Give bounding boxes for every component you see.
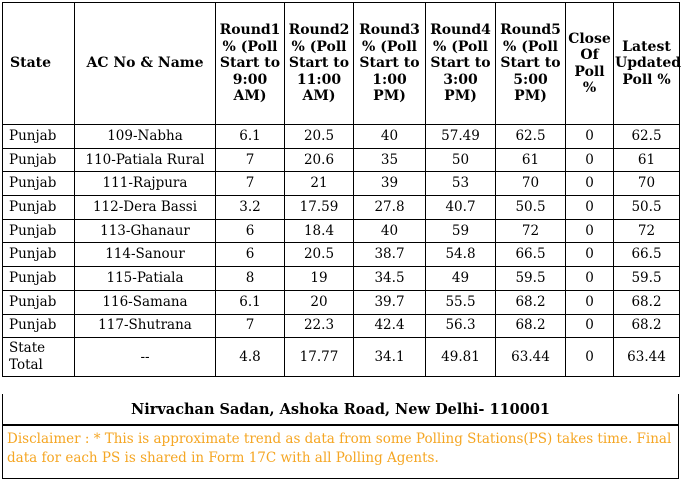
header-round4: Round4 % (Poll Start to 3:00 PM) — [426, 3, 496, 125]
cell-latest: 68.2 — [614, 314, 680, 338]
cell-round2: 22.3 — [285, 314, 354, 338]
cell-close: 0 — [566, 219, 614, 243]
cell-round3: 39.7 — [354, 290, 426, 314]
cell-latest: 59.5 — [614, 267, 680, 291]
cell-round1: 3.2 — [216, 196, 285, 220]
cell-round2: 20.5 — [285, 243, 354, 267]
table-row — [3, 290, 680, 314]
cell-ac: 114-Sanour — [75, 243, 216, 267]
cell-close: 0 — [566, 125, 614, 149]
cell-round2: 20.5 — [285, 125, 354, 149]
cell-latest: 66.5 — [614, 243, 680, 267]
poll-table — [2, 2, 680, 377]
cell-ac: -- — [75, 338, 216, 377]
cell-ac: 116-Samana — [75, 290, 216, 314]
cell-round5: 72 — [496, 219, 566, 243]
cell-state: Punjab — [3, 196, 75, 220]
cell-round3: 40 — [354, 219, 426, 243]
cell-state: Punjab — [3, 243, 75, 267]
header-latest: Latest Updated Poll % — [614, 3, 680, 125]
cell-round1: 6.1 — [216, 125, 285, 149]
cell-round4: 49.81 — [426, 338, 496, 377]
cell-close: 0 — [566, 267, 614, 291]
cell-latest: 62.5 — [614, 125, 680, 149]
cell-round4: 56.3 — [426, 314, 496, 338]
cell-round3: 34.5 — [354, 267, 426, 291]
table-body — [3, 125, 680, 377]
header-close: Close Of Poll % — [566, 3, 614, 125]
cell-round1: 4.8 — [216, 338, 285, 377]
cell-round1: 7 — [216, 314, 285, 338]
cell-ac: 112-Dera Bassi — [75, 196, 216, 220]
cell-ac: 109-Nabha — [75, 125, 216, 149]
cell-close: 0 — [566, 172, 614, 196]
cell-round3: 42.4 — [354, 314, 426, 338]
cell-state: State Total — [3, 338, 75, 377]
cell-round2: 20.6 — [285, 148, 354, 172]
header-round3: Round3 % (Poll Start to 1:00 PM) — [354, 3, 426, 125]
cell-round4: 59 — [426, 219, 496, 243]
table-row — [3, 314, 680, 338]
cell-ac: 117-Shutrana — [75, 314, 216, 338]
cell-round4: 55.5 — [426, 290, 496, 314]
disclaimer-text: Disclaimer : * This is approximate trend as data from some Polling Stations(PS) takes time. Final data for each PS is shared in Form 17C with all Polling Agents. — [2, 425, 679, 479]
cell-latest: 68.2 — [614, 290, 680, 314]
table-row — [3, 219, 680, 243]
cell-round3: 38.7 — [354, 243, 426, 267]
header-round1: Round1 % (Poll Start to 9:00 AM) — [216, 3, 285, 125]
cell-close: 0 — [566, 314, 614, 338]
header-round2: Round2 % (Poll Start to 11:00 AM) — [285, 3, 354, 125]
cell-latest: 50.5 — [614, 196, 680, 220]
cell-round4: 57.49 — [426, 125, 496, 149]
cell-round4: 50 — [426, 148, 496, 172]
cell-round3: 35 — [354, 148, 426, 172]
cell-ac: 115-Patiala — [75, 267, 216, 291]
state-total-row — [3, 338, 680, 377]
cell-state: Punjab — [3, 148, 75, 172]
cell-state: Punjab — [3, 314, 75, 338]
header-round5: Round5 % (Poll Start to 5:00 PM) — [496, 3, 566, 125]
cell-round2: 20 — [285, 290, 354, 314]
cell-close: 0 — [566, 290, 614, 314]
cell-round2: 18.4 — [285, 219, 354, 243]
header-state: State — [3, 3, 75, 125]
cell-round4: 40.7 — [426, 196, 496, 220]
cell-latest: 61 — [614, 148, 680, 172]
cell-round5: 66.5 — [496, 243, 566, 267]
cell-round1: 8 — [216, 267, 285, 291]
cell-round1: 6.1 — [216, 290, 285, 314]
table-row — [3, 148, 680, 172]
cell-close: 0 — [566, 148, 614, 172]
cell-round4: 53 — [426, 172, 496, 196]
cell-round3: 27.8 — [354, 196, 426, 220]
cell-ac: 111-Rajpura — [75, 172, 216, 196]
cell-latest: 70 — [614, 172, 680, 196]
cell-round4: 54.8 — [426, 243, 496, 267]
cell-round5: 62.5 — [496, 125, 566, 149]
cell-round5: 63.44 — [496, 338, 566, 377]
header-ac: AC No & Name — [75, 3, 216, 125]
cell-round1: 7 — [216, 148, 285, 172]
cell-round5: 68.2 — [496, 314, 566, 338]
cell-round5: 61 — [496, 148, 566, 172]
cell-state: Punjab — [3, 267, 75, 291]
cell-round1: 6 — [216, 243, 285, 267]
address-footer: Nirvachan Sadan, Ashoka Road, New Delhi- 110001 — [2, 394, 679, 425]
cell-state: Punjab — [3, 125, 75, 149]
cell-round2: 17.77 — [285, 338, 354, 377]
cell-latest: 63.44 — [614, 338, 680, 377]
cell-round4: 49 — [426, 267, 496, 291]
cell-round2: 17.59 — [285, 196, 354, 220]
header-row — [3, 3, 680, 125]
cell-round5: 50.5 — [496, 196, 566, 220]
cell-latest: 72 — [614, 219, 680, 243]
table-row — [3, 196, 680, 220]
table-row — [3, 125, 680, 149]
cell-ac: 110-Patiala Rural — [75, 148, 216, 172]
cell-round5: 68.2 — [496, 290, 566, 314]
table-row — [3, 243, 680, 267]
cell-round3: 40 — [354, 125, 426, 149]
cell-round1: 7 — [216, 172, 285, 196]
cell-close: 0 — [566, 338, 614, 377]
cell-round1: 6 — [216, 219, 285, 243]
cell-state: Punjab — [3, 219, 75, 243]
cell-round5: 59.5 — [496, 267, 566, 291]
cell-state: Punjab — [3, 172, 75, 196]
table-row — [3, 172, 680, 196]
cell-round3: 39 — [354, 172, 426, 196]
cell-close: 0 — [566, 196, 614, 220]
cell-ac: 113-Ghanaur — [75, 219, 216, 243]
table-row — [3, 267, 680, 291]
cell-round5: 70 — [496, 172, 566, 196]
cell-round2: 21 — [285, 172, 354, 196]
cell-round3: 34.1 — [354, 338, 426, 377]
cell-close: 0 — [566, 243, 614, 267]
cell-state: Punjab — [3, 290, 75, 314]
cell-round2: 19 — [285, 267, 354, 291]
